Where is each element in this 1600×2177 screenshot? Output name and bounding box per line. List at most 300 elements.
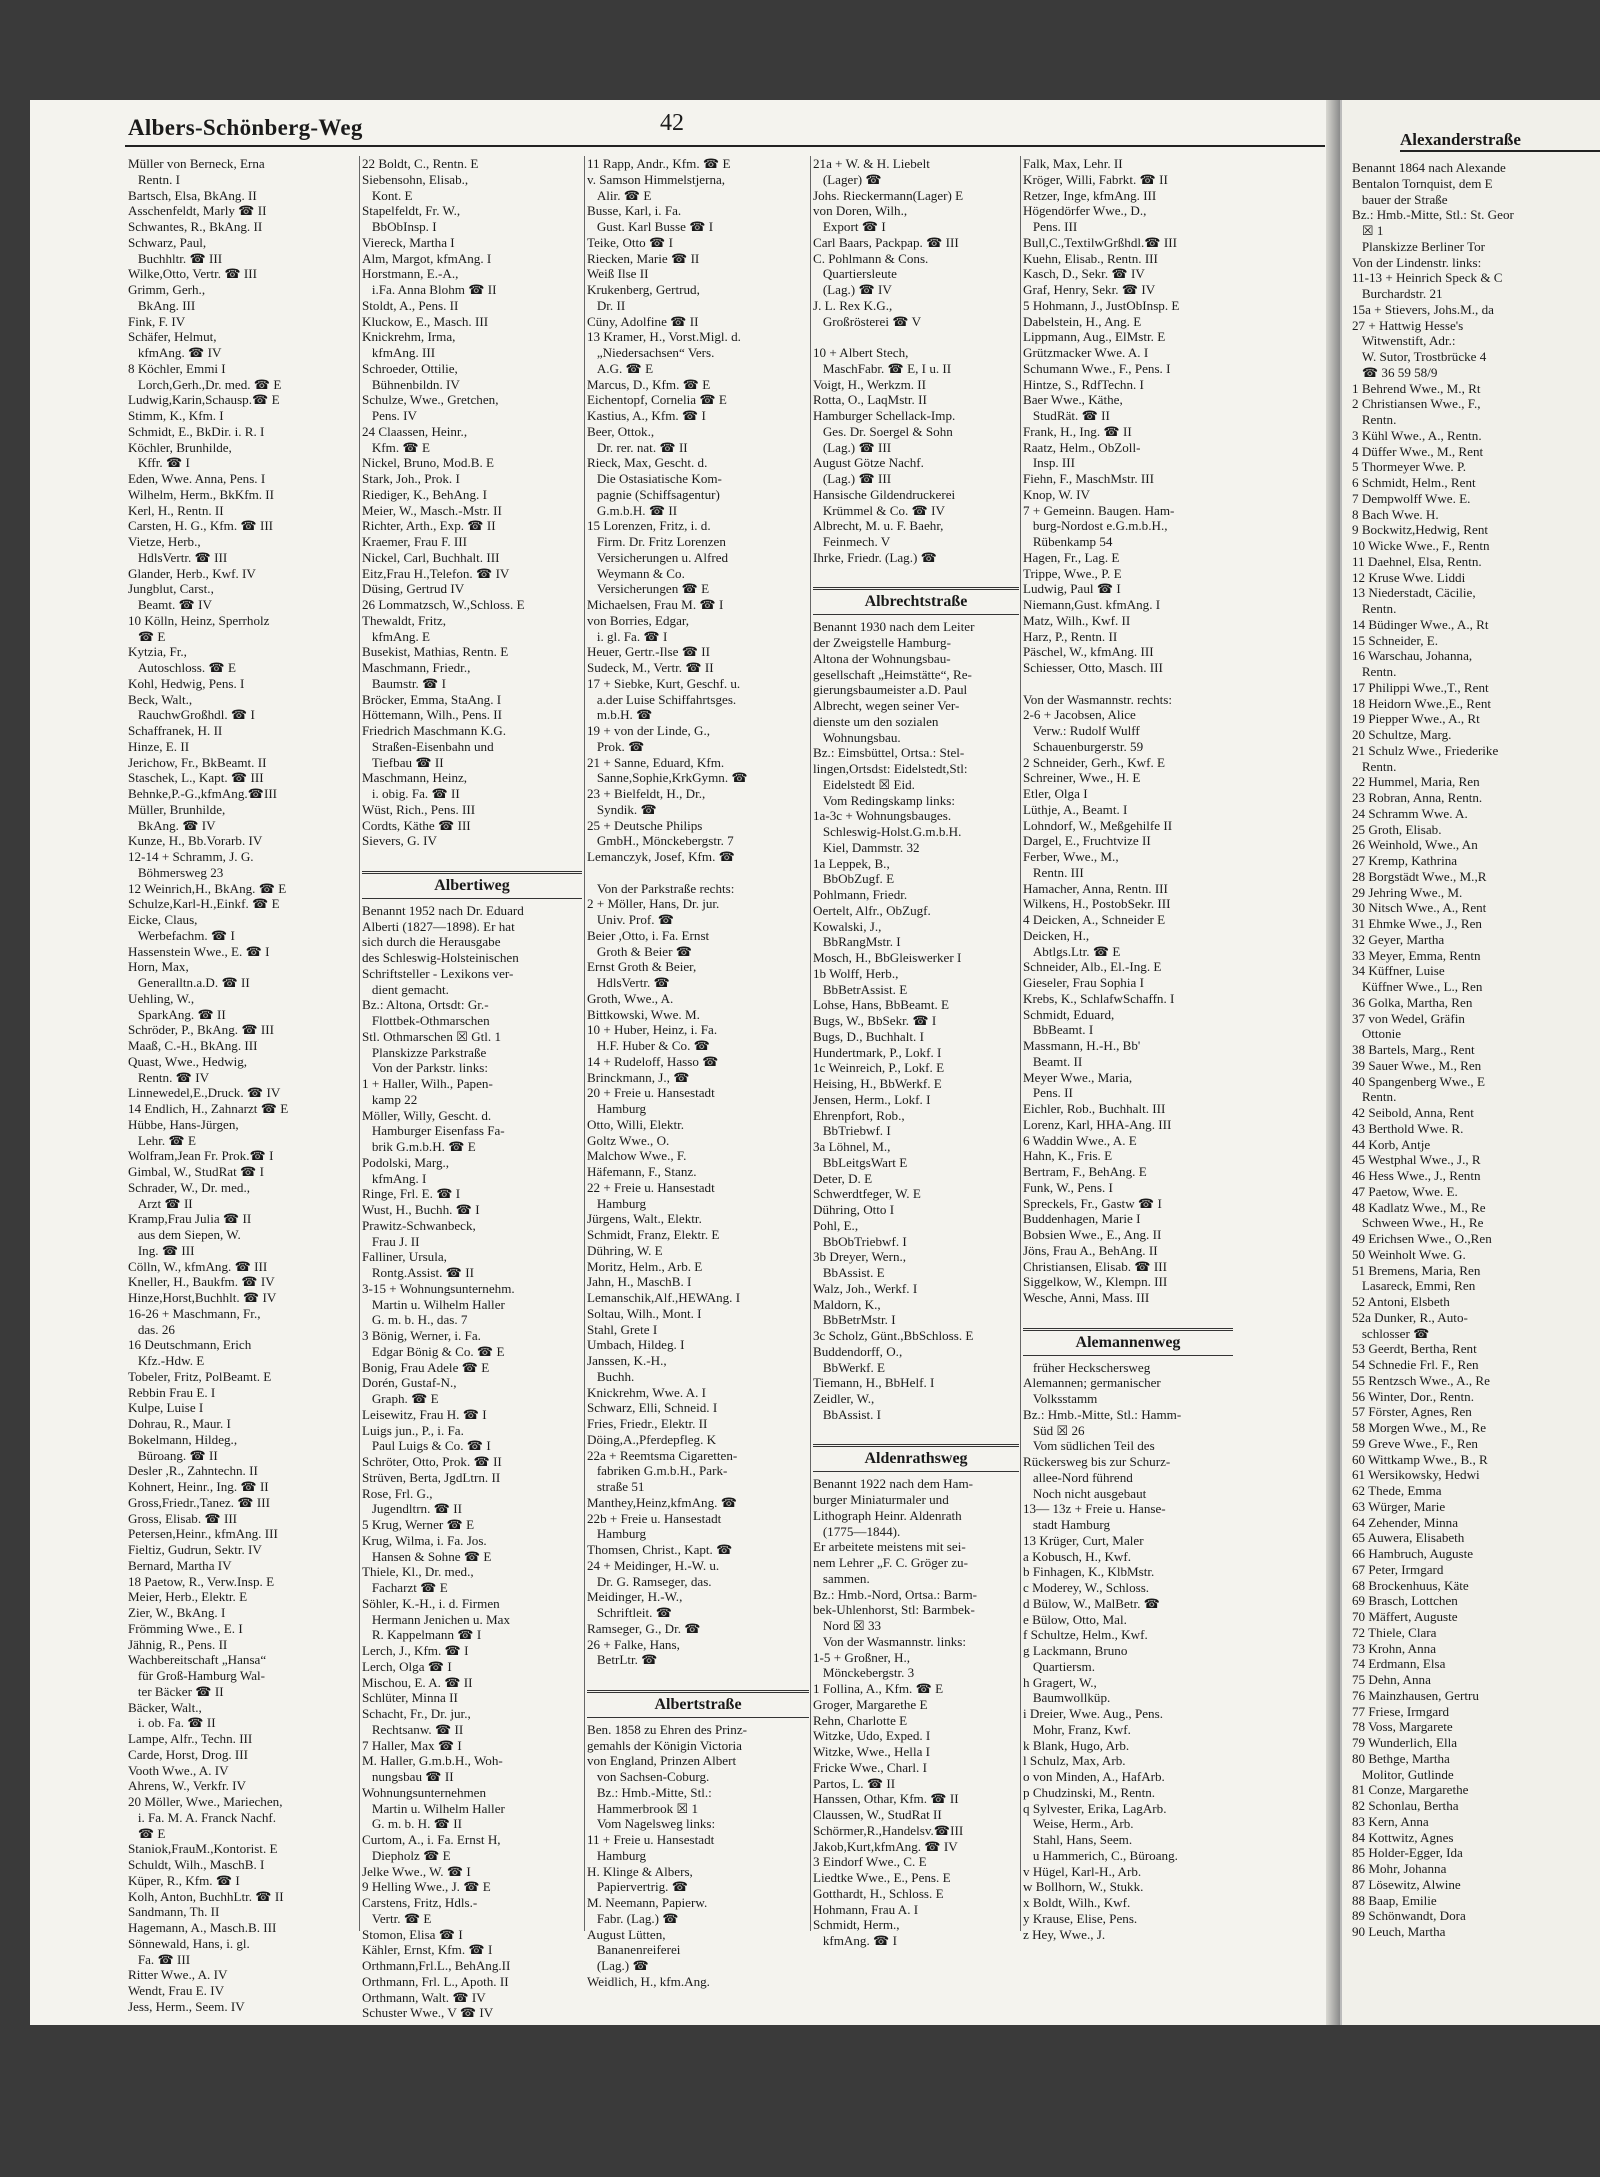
directory-entry: Grützmacker Wwe. A. I xyxy=(1023,345,1149,360)
directory-entry: Schröter, Otto, Prok. ☎ II xyxy=(362,1454,502,1469)
spacer xyxy=(813,329,1019,345)
directory-entry: 32 Geyer, Martha xyxy=(1352,931,1445,947)
directory-entry: Lerch, J., Kfm. ☎ I xyxy=(362,1643,469,1658)
directory-entry: Ringe, Frl. E. ☎ I xyxy=(362,1186,461,1202)
directory-entry: ☒ 1 xyxy=(1352,223,1384,238)
directory-entry: HdlsVertr. ☎ III xyxy=(128,549,228,565)
directory-entry: C. Pohlmann & Cons. xyxy=(813,250,929,266)
directory-entry: Benannt 1864 nach Alexande xyxy=(1352,160,1506,175)
directory-entry: 84 Kottwitz, Agnes xyxy=(1352,1829,1454,1845)
directory-entry: Petersen,Heinr., kfmAng. III xyxy=(128,1526,278,1542)
directory-entry: Groth, Wwe., A. xyxy=(587,990,674,1006)
directory-entry: Küper, R., Kfm. ☎ I xyxy=(128,1872,240,1888)
directory-entry: Tobeler, Fritz, PolBeamt. E xyxy=(128,1368,272,1384)
directory-entry: 77 Friese, Irmgard xyxy=(1352,1703,1450,1719)
directory-entry: Vom Redingskamp links: xyxy=(813,792,955,808)
directory-entry: dienste um den sozialen xyxy=(813,713,939,729)
directory-entry: Beer, Ottok., xyxy=(587,423,655,439)
directory-entry: 11 Daehnel, Elsa, Rentn. xyxy=(1352,553,1482,569)
directory-entry: 6 Schmidt, Helm., Rent xyxy=(1352,475,1476,490)
directory-entry: 62 Thede, Emma xyxy=(1352,1483,1442,1498)
directory-entry: Hermann Jenichen u. Max xyxy=(362,1611,510,1627)
directory-entry: für Groß-Hamburg Wal- xyxy=(128,1668,266,1683)
directory-entry: w Bollhorn, W., Stukk. xyxy=(1023,1879,1144,1895)
directory-entry: Bonig, Frau Adele ☎ E xyxy=(362,1359,490,1375)
directory-entry: i Dreier, Wwe. Aug., Pens. xyxy=(1023,1706,1163,1721)
directory-entry: BkAng. ☎ IV xyxy=(128,817,216,833)
directory-entry: Horstmann, E.-A., xyxy=(362,266,459,282)
directory-entry: e Bülow, Otto, Mal. xyxy=(1023,1611,1127,1627)
directory-entry: 37 von Wedel, Gräfin xyxy=(1352,1010,1465,1026)
directory-entry: Heuer, Gertr.-Ilse ☎ II xyxy=(587,644,711,660)
directory-entry: Oertelt, Alfr., ObZugf. xyxy=(813,902,931,918)
directory-entry: Leisewitz, Frau H. ☎ I xyxy=(362,1406,487,1422)
directory-entry: 46 Hess Wwe., J., Rentn xyxy=(1352,1168,1481,1183)
directory-entry: 26 Weinhold, Wwe., An xyxy=(1352,837,1478,853)
directory-entry: 23 + Bielfeldt, H., Dr., xyxy=(587,786,706,801)
directory-entry: Brinckmann, J., ☎ xyxy=(587,1069,690,1085)
directory-entry: 64 Zehender, Minna xyxy=(1352,1514,1459,1530)
directory-entry: Knickrehm, Wwe. A. I xyxy=(587,1384,707,1400)
directory-entry: 1-5 + Großner, H., xyxy=(813,1649,911,1665)
directory-entry: Werbefachm. ☎ I xyxy=(128,927,235,943)
directory-entry: Kramp,Frau Julia ☎ II xyxy=(128,1211,252,1227)
directory-column-5 xyxy=(1023,156,1233,1942)
directory-entry: Vertr. ☎ E xyxy=(362,1910,432,1926)
directory-entry: straße 51 xyxy=(587,1479,645,1494)
directory-entry: 28 Borgstädt Wwe., M.,R xyxy=(1352,868,1487,884)
directory-entry: 79 Wunderlich, Ella xyxy=(1352,1735,1458,1750)
directory-entry: ☎ 36 59 58/9 xyxy=(1352,364,1438,380)
street-heading: Aldenrathsweg xyxy=(813,1444,1019,1472)
directory-entry: Bugs, W., BbSekr. ☎ I xyxy=(813,1013,937,1028)
directory-entry: H.F. Huber & Co. ☎ xyxy=(587,1038,710,1053)
directory-entry: Asschenfeldt, Marly ☎ II xyxy=(128,203,267,219)
directory-entry: 47 Paetow, Wwe. E. xyxy=(1352,1183,1458,1199)
directory-entry: 3-15 + Wohnungsunternehm. xyxy=(362,1280,515,1296)
directory-entry: 2 Schneider, Gerh., Kwf. E xyxy=(1023,754,1166,770)
directory-entry: Sudeck, M., Vertr. ☎ II xyxy=(587,660,714,675)
directory-entry: Hansische Gildendruckerei xyxy=(813,486,956,502)
directory-entry: Etler, Olga I xyxy=(1023,786,1088,801)
directory-entry: 20 Möller, Wwe., Mariechen, xyxy=(128,1794,283,1809)
directory-entry: 45 Westphal Wwe., J., R xyxy=(1352,1152,1481,1168)
directory-entry: (Lag.) ☎ III xyxy=(813,439,892,455)
directory-entry: gierungsbaumeister a.D. Paul xyxy=(813,682,968,698)
directory-entry: 11 Rapp, Andr., Kfm. ☎ E xyxy=(587,156,731,171)
directory-entry: Schulze, Wwe., Gretchen, xyxy=(362,392,499,408)
directory-entry: a.der Luise Schiffahrtsges. xyxy=(587,691,737,707)
directory-entry: 48 Kadlatz Wwe., M., Re xyxy=(1352,1199,1486,1215)
directory-entry: Jensen, Herm., Lokf. I xyxy=(813,1091,931,1107)
directory-entry: 26 Lommatzsch, W.,Schloss. E xyxy=(362,597,525,612)
directory-entry: Bull,C.,TextilwGrßhdl.☎ III xyxy=(1023,234,1177,250)
directory-entry: Wilke,Otto, Vertr. ☎ III xyxy=(128,266,257,282)
directory-entry: Ehrenpfort, Rob., xyxy=(813,1107,905,1123)
directory-entry: Beier ,Otto, i. Fa. Ernst xyxy=(587,927,710,943)
directory-entry: G.m.b.H. ☎ II xyxy=(587,502,678,518)
directory-entry: Jakob,Kurt,kfmAng. ☎ IV xyxy=(813,1838,958,1854)
directory-entry: Jess, Herm., Seem. IV xyxy=(128,1998,245,2014)
directory-entry: v Hügel, Karl-H., Arb. xyxy=(1023,1863,1142,1879)
directory-entry: Rentn. xyxy=(1352,1089,1397,1105)
directory-entry: HdlsVertr. ☎ xyxy=(587,975,670,990)
directory-entry: Benannt 1922 nach dem Ham- xyxy=(813,1476,973,1492)
directory-entry: Krebs, K., SchlafwSchaffn. I xyxy=(1023,990,1175,1006)
directory-entry: 29 Jehring Wwe., M. xyxy=(1352,884,1463,900)
directory-entry: 78 Voss, Margarete xyxy=(1352,1719,1453,1735)
directory-entry: Eichler, Rob., Buchhalt. III xyxy=(1023,1101,1166,1116)
directory-entry: Planskizze Parkstraße xyxy=(362,1044,487,1060)
directory-entry: Schröder, P., BkAng. ☎ III xyxy=(128,1022,274,1038)
directory-entry: Benannt 1930 nach dem Leiter xyxy=(813,619,975,635)
directory-entry: Meier, W., Masch.-Mstr. II xyxy=(362,502,502,518)
spacer xyxy=(362,849,582,865)
directory-entry: Von der Lindenstr. links: xyxy=(1352,254,1482,270)
directory-entry: bauer der Straße xyxy=(1352,191,1448,207)
directory-entry: Prawitz-Schwanbeck, xyxy=(362,1217,476,1233)
directory-entry: Falk, Max, Lehr. II xyxy=(1023,156,1123,171)
directory-entry: ☎ E xyxy=(128,628,166,644)
directory-entry: Groger, Margarethe E xyxy=(813,1696,928,1712)
directory-entry: 76 Mainzhausen, Gertru xyxy=(1352,1687,1479,1703)
directory-entry: Schriftleit. ☎ xyxy=(587,1605,673,1620)
directory-entry: 57 Förster, Agnes, Ren xyxy=(1352,1404,1472,1420)
directory-entry: Großrösterei ☎ V xyxy=(813,313,922,329)
directory-entry: Michaelsen, Frau M. ☎ I xyxy=(587,597,724,612)
directory-entry: b Finhagen, K., KlbMstr. xyxy=(1023,1564,1155,1580)
directory-entry: Eidelstedt ☒ Eid. xyxy=(813,776,915,792)
directory-entry: 1 Behrend Wwe., M., Rt xyxy=(1352,380,1481,396)
directory-entry: Fa. ☎ III xyxy=(128,1951,191,1967)
directory-entry: Kasch, D., Sekr. ☎ IV xyxy=(1023,266,1145,282)
directory-entry: Von der Parkstr. links: xyxy=(362,1060,488,1076)
directory-entry: Frömming Wwe., E. I xyxy=(128,1620,243,1636)
directory-entry: Hamburger Schellack-Imp. xyxy=(813,408,956,423)
spacer xyxy=(587,865,809,881)
directory-column-1 xyxy=(128,156,358,2015)
directory-entry: 1a-3c + Wohnungsbauges. xyxy=(813,808,952,824)
directory-entry: Thewaldt, Fritz, xyxy=(362,612,446,628)
directory-entry: Schaffranek, H. II xyxy=(128,723,223,738)
directory-entry: Schäfer, Helmut, xyxy=(128,329,217,345)
directory-entry: Höttemann, Wilh., Pens. II xyxy=(362,707,502,723)
directory-entry: Alemannen; germanischer xyxy=(1023,1375,1161,1391)
directory-entry: l Schulz, Max, Arb. xyxy=(1023,1753,1126,1769)
directory-entry: 12 Kruse Wwe. Liddi xyxy=(1352,569,1466,585)
directory-entry: Dr. rer. nat. ☎ II xyxy=(587,439,688,455)
directory-entry: Lüthje, A., Beamt. I xyxy=(1023,801,1128,817)
directory-entry: d Bülow, W., MalBetr. ☎ xyxy=(1023,1595,1160,1611)
directory-entry: Hagen, Fr., Lag. E xyxy=(1023,549,1120,565)
directory-entry: Schriftsteller - Lexikons ver- xyxy=(362,965,514,981)
directory-entry: Dargel, E., Fruchtvize II xyxy=(1023,833,1151,849)
directory-entry: 2-6 + Jacobsen, Alice xyxy=(1023,707,1136,723)
directory-entry: Hassenstein Wwe., E. ☎ I xyxy=(128,943,270,959)
directory-entry: 8 Bach Wwe. H. xyxy=(1352,506,1439,522)
directory-entry: Planskizze Berliner Tor xyxy=(1352,238,1486,254)
directory-entry: Friedrich Maschmann K.G. xyxy=(362,723,506,738)
directory-entry: Volksstamm xyxy=(1023,1391,1098,1406)
directory-entry: Busse, Karl, i. Fa. xyxy=(587,203,682,219)
directory-entry: Versicherungen ☎ E xyxy=(587,581,710,597)
directory-entry: Richter, Arth., Exp. ☎ II xyxy=(362,518,496,534)
directory-entry: 5 Thormeyer Wwe. P. xyxy=(1352,459,1467,475)
directory-entry: Falliner, Ursula, xyxy=(362,1249,447,1265)
directory-entry: Kneller, H., Baukfm. ☎ IV xyxy=(128,1274,275,1290)
directory-entry: Arzt ☎ II xyxy=(128,1195,193,1211)
directory-entry: Stahl, Grete I xyxy=(587,1321,658,1337)
directory-entry: nem Lehrer „F. C. Gröger zu- xyxy=(813,1555,968,1570)
directory-entry: Küffner Wwe., L., Ren xyxy=(1352,979,1483,994)
directory-entry: 13 Krüger, Curt, Maler xyxy=(1023,1532,1144,1548)
directory-entry: Ramseger, G., Dr. ☎ xyxy=(587,1620,701,1636)
directory-entry: 20 + Freie u. Hansestadt xyxy=(587,1085,715,1101)
directory-entry: Jungblut, Carst., xyxy=(128,581,214,597)
directory-entry: 10 Wicke Wwe., F., Rentn xyxy=(1352,538,1490,553)
directory-entry: Vooth Wwe., A. IV xyxy=(128,1762,229,1778)
directory-entry: x Boldt, Wilh., Kwf. xyxy=(1023,1895,1131,1910)
directory-entry: Flottbek-Othmarschen xyxy=(362,1013,490,1028)
directory-entry: Häfemann, F., Stanz. xyxy=(587,1164,697,1179)
directory-entry: g Lackmann, Bruno xyxy=(1023,1643,1128,1658)
directory-entry: aus dem Siepen, W. xyxy=(128,1227,241,1242)
book-gutter xyxy=(1326,100,1340,2025)
directory-entry: y Krause, Elise, Pens. xyxy=(1023,1910,1138,1926)
directory-entry: Ges. Dr. Soergel & Sohn xyxy=(813,423,953,439)
directory-entry: Frank, H., Ing. ☎ II xyxy=(1023,423,1132,439)
directory-entry: 1c Weinreich, P., Lokf. E xyxy=(813,1060,945,1076)
directory-entry: 89 Schönwandt, Dora xyxy=(1352,1908,1466,1924)
directory-entry: 65 Auwera, Elisabeth xyxy=(1352,1530,1465,1546)
directory-entry: Wendt, Frau E. IV xyxy=(128,1983,225,1998)
directory-entry: Rentn. xyxy=(1352,664,1397,679)
directory-entry: Hübbe, Hans-Jürgen, xyxy=(128,1116,239,1132)
directory-entry: Moritz, Helm., Arb. E xyxy=(587,1258,703,1274)
spacer xyxy=(1023,1306,1233,1322)
directory-entry: Wohnungsunternehmen xyxy=(362,1784,487,1800)
directory-entry: 23 Robran, Anna, Rentn. xyxy=(1352,790,1483,805)
directory-entry: BbBetrAssist. E xyxy=(813,981,908,997)
directory-entry: Wust, H., Buchh. ☎ I xyxy=(362,1202,480,1217)
directory-entry: Rentn. III xyxy=(1023,864,1084,880)
directory-entry: 14 + Rudeloff, Hasso ☎ xyxy=(587,1053,719,1069)
directory-entry: R. Kappelmann ☎ I xyxy=(362,1627,482,1643)
directory-entry: Siebensohn, Elisab., xyxy=(362,171,469,187)
directory-entry: Rückersweg bis zur Schurz- xyxy=(1023,1454,1171,1469)
directory-entry: Kfm. ☎ E xyxy=(362,439,430,455)
directory-entry: Kraemer, Frau F. III xyxy=(362,534,467,549)
directory-entry: 22 Hummel, Maria, Ren xyxy=(1352,774,1480,790)
directory-entry: i. gl. Fa. ☎ I xyxy=(587,628,668,644)
directory-entry: Schwantes, R., BkAng. II xyxy=(128,219,263,234)
directory-entry: Carsten, H. G., Kfm. ☎ III xyxy=(128,518,274,534)
directory-entry: Lohndorf, W., Meßgehilfe II xyxy=(1023,817,1173,833)
directory-entry: Rose, Frl. G., xyxy=(362,1485,433,1501)
directory-entry: 5 Krug, Werner ☎ E xyxy=(362,1517,475,1532)
directory-entry: Soltau, Wilh., Mont. I xyxy=(587,1305,702,1321)
directory-entry: sich durch die Herausgabe xyxy=(362,934,501,950)
directory-entry: Liedtke Wwe., E., Pens. E xyxy=(813,1870,951,1885)
directory-entry: das. 26 xyxy=(128,1321,175,1337)
directory-entry: Gotthardt, H., Schloss. E xyxy=(813,1885,944,1901)
directory-entry: Stahl, Hans, Seem. xyxy=(1023,1832,1133,1847)
directory-entry: Export ☎ I xyxy=(813,219,886,234)
directory-entry: Söhler, K.-H., i. d. Firmen xyxy=(362,1595,500,1611)
directory-entry: Ludwig,Karin,Schausp.☎ E xyxy=(128,392,280,408)
directory-entry: Walz, Joh., Werkf. I xyxy=(813,1280,918,1296)
directory-entry: Bananenreiferei xyxy=(587,1942,681,1958)
directory-entry: Lithograph Heinr. Aldenrath xyxy=(813,1507,962,1523)
directory-entry: 24 Claassen, Heinr., xyxy=(362,423,468,439)
directory-entry: Staniok,FrauM.,Kontorist. E xyxy=(128,1841,278,1857)
directory-entry: 22a + Reemtsma Cigaretten- xyxy=(587,1447,738,1463)
directory-entry: Syndik. ☎ xyxy=(587,801,657,817)
directory-entry: stadt Hamburg xyxy=(1023,1517,1111,1532)
directory-entry: Malchow Wwe., F. xyxy=(587,1148,687,1164)
street-heading: Albrechtstraße xyxy=(813,587,1019,615)
directory-entry: Bäcker, Walt., xyxy=(128,1699,202,1715)
directory-entry: Schween Wwe., H., Re xyxy=(1352,1215,1484,1231)
directory-entry: Nickel, Bruno, Mod.B. E xyxy=(362,455,495,471)
directory-entry: Paul Luigs & Co. ☎ I xyxy=(362,1438,491,1454)
directory-entry: Ottonie xyxy=(1352,1026,1402,1042)
directory-entry: Wolfram,Jean Fr. Prok.☎ I xyxy=(128,1148,274,1164)
directory-entry: 24 + Meidinger, H.-W. u. xyxy=(587,1557,720,1573)
directory-entry: kamp 22 xyxy=(362,1091,418,1107)
directory-entry: ☎ E xyxy=(128,1825,166,1841)
directory-entry: Beck, Walt., xyxy=(128,691,193,707)
directory-entry: Niemann,Gust. kfmAng. I xyxy=(1023,597,1161,612)
directory-entry: Buddendorff, O., xyxy=(813,1343,903,1359)
directory-entry: Bz.: Hmb.-Mitte, Stl.: xyxy=(587,1784,712,1800)
directory-entry: Rehn, Charlotte E xyxy=(813,1712,908,1728)
directory-entry: 80 Bethge, Martha xyxy=(1352,1750,1450,1766)
directory-entry: Mischou, E. A. ☎ II xyxy=(362,1674,473,1690)
directory-entry: Wohnungsbau. xyxy=(813,729,901,745)
directory-entry: Molitor, Gutlinde xyxy=(1352,1766,1454,1782)
directory-entry: 27 Kremp, Kathrina xyxy=(1352,853,1458,868)
directory-entry: Lorenz, Karl, HHA-Ang. III xyxy=(1023,1116,1172,1132)
directory-entry: a Kobusch, H., Kwf. xyxy=(1023,1548,1132,1564)
directory-entry: 68 Brockenhuus, Käte xyxy=(1352,1577,1469,1593)
directory-entry: 17 + Siebke, Kurt, Geschf. u. xyxy=(587,675,741,691)
directory-entry: Generalltn.a.D. ☎ II xyxy=(128,975,250,990)
directory-entry: Wilhelm, Herm., BkKfm. II xyxy=(128,486,275,502)
directory-entry: BbObZugf. E xyxy=(813,871,895,887)
directory-entry: 15 Schneider, E. xyxy=(1352,632,1439,648)
directory-entry: August Götze Nachf. xyxy=(813,455,924,471)
column-divider xyxy=(584,156,585,1931)
directory-entry: Maaß, C.-H., BkAng. III xyxy=(128,1038,258,1053)
directory-entry: 9 Bockwitz,Hedwig, Rent xyxy=(1352,522,1489,538)
directory-entry: Hamburg xyxy=(587,1847,647,1863)
directory-entry: Linnewedel,E.,Druck. ☎ IV xyxy=(128,1085,281,1101)
directory-entry: SparkAng. ☎ II xyxy=(128,1006,226,1022)
directory-entry: RauchwGroßhdl. ☎ I xyxy=(128,707,255,723)
directory-entry: Eden, Wwe. Anna, Pens. I xyxy=(128,471,266,486)
directory-entry: Pens. IV xyxy=(362,408,417,423)
directory-entry: i. Fa. M. A. Franck Nachf. xyxy=(128,1809,277,1825)
directory-entry: Carstens, Fritz, Hdls.- xyxy=(362,1895,478,1910)
directory-entry: 7 Haller, Max ☎ I xyxy=(362,1737,462,1753)
directory-entry: 19 + von der Linde, G., xyxy=(587,723,711,738)
directory-entry: Hohmann, Frau A. I xyxy=(813,1901,919,1917)
directory-entry: Dr. II xyxy=(587,297,626,313)
directory-entry: 40 Spangenberg Wwe., E xyxy=(1352,1073,1485,1089)
directory-entry: o von Minden, A., HafArb. xyxy=(1023,1769,1165,1784)
directory-entry: Ihrke, Friedr. (Lag.) ☎ xyxy=(813,549,937,565)
directory-entry: Hammerbrook ☒ 1 xyxy=(587,1800,699,1816)
directory-entry: 14 Endlich, H., Zahnarzt ☎ E xyxy=(128,1101,289,1116)
next-page-header-rule xyxy=(1400,150,1600,152)
directory-entry: Schulze,Karl-H.,Einkf. ☎ E xyxy=(128,896,280,912)
directory-entry: Autoschloss. ☎ E xyxy=(128,660,236,675)
directory-entry: Weidlich, H., kfm.Ang. xyxy=(587,1973,710,1989)
directory-entry: Rübenkamp 54 xyxy=(1023,534,1113,549)
directory-entry: Kfz.-Hdw. E xyxy=(128,1353,205,1368)
directory-entry: Alberti (1827—1898). Er hat xyxy=(362,918,515,934)
header-rule xyxy=(125,145,1325,147)
directory-entry: Jelke Wwe., W. ☎ I xyxy=(362,1863,471,1879)
directory-entry: Diepholz ☎ E xyxy=(362,1847,451,1863)
directory-entry: 18 Paetow, R., Verw.Insp. E xyxy=(128,1573,275,1589)
directory-entry: Busekist, Mathias, Rentn. E xyxy=(362,644,509,660)
directory-entry: bek-Uhlenhorst, Stl: Barmbek- xyxy=(813,1602,975,1618)
directory-entry: Rentn. xyxy=(1352,758,1397,774)
directory-entry: StudRät. ☎ II xyxy=(1023,408,1110,423)
directory-entry: Versicherungen u. Alfred xyxy=(587,549,729,565)
directory-entry: 34 Küffner, Luise xyxy=(1352,963,1445,979)
directory-entry: Quartiersleute xyxy=(813,266,897,282)
directory-entry: Baumstr. ☎ I xyxy=(362,675,446,691)
directory-entry: Burchardstr. 21 xyxy=(1352,286,1443,301)
directory-entry: z Hey, Wwe., J. xyxy=(1023,1926,1106,1942)
directory-entry: 11 + Freie u. Hansestadt xyxy=(587,1832,715,1847)
directory-entry: BkAng. III xyxy=(128,297,196,313)
directory-entry: 6 Waddin Wwe., A. E xyxy=(1023,1132,1137,1148)
directory-entry: Schacht, Fr., Dr. jur., xyxy=(362,1706,471,1721)
directory-entry: Claussen, W., StudRat II xyxy=(813,1807,942,1822)
directory-entry: Jöns, Frau A., BehAng. II xyxy=(1023,1242,1158,1258)
directory-entry: Bz.: Hmb.-Mitte, Stl.: St. Geor xyxy=(1352,207,1514,223)
directory-entry: BbBetrMstr. I xyxy=(813,1312,896,1328)
directory-entry: Cüny, Adolfine ☎ II xyxy=(587,313,699,329)
directory-entry: Horn, Max, xyxy=(128,959,189,975)
directory-entry: Kerl, H., Rentn. II xyxy=(128,502,224,518)
directory-entry: J. L. Rex K.G., xyxy=(813,297,893,313)
directory-entry: Schuster Wwe., V ☎ IV xyxy=(362,2005,494,2021)
directory-entry: Möller, Willy, Gescht. d. xyxy=(362,1107,492,1123)
directory-entry: Straßen-Eisenbahn und xyxy=(362,738,494,754)
directory-entry: 25 + Deutsche Philips xyxy=(587,817,703,833)
directory-entry: Schwarz, Paul, xyxy=(128,234,207,250)
directory-entry: Schwerdtfeger, W. E xyxy=(813,1186,921,1202)
directory-entry: 16-26 + Maschmann, Fr., xyxy=(128,1305,261,1321)
directory-entry: 30 Nitsch Wwe., A., Rent xyxy=(1352,900,1487,916)
directory-entry: Witzke, Udo, Exped. I xyxy=(813,1728,931,1744)
directory-entry: Schmidt, Franz, Elektr. E xyxy=(587,1227,720,1242)
directory-entry: Bernard, Martha IV xyxy=(128,1557,232,1573)
directory-entry: Grimm, Gerh., xyxy=(128,282,206,297)
directory-entry: Siggelkow, W., Klempn. III xyxy=(1023,1274,1168,1290)
directory-entry: 39 Sauer Wwe., M., Ren xyxy=(1352,1057,1482,1073)
directory-entry: brik G.m.b.H. ☎ E xyxy=(362,1139,476,1154)
directory-entry: Maschmann, Heinz, xyxy=(362,770,468,786)
directory-entry: Rentn. I xyxy=(128,171,181,187)
directory-entry: Sanne,Sophie,KrkGymn. ☎ xyxy=(587,770,748,786)
directory-entry: 52 Antoni, Elsbeth xyxy=(1352,1294,1450,1309)
